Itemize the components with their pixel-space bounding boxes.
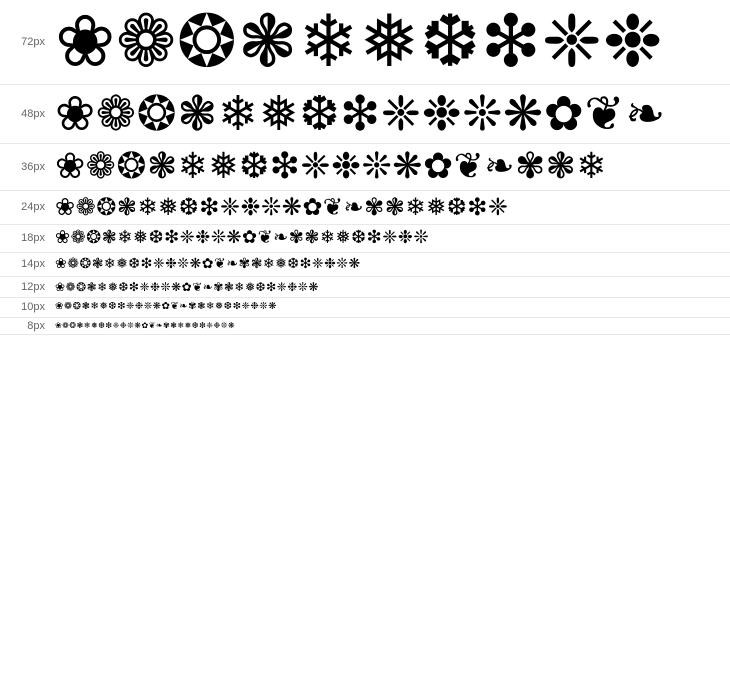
page-blank-area [0, 335, 730, 595]
sample-cell-12 [55, 276, 730, 298]
table-row [0, 298, 730, 318]
sample-cell-72 [55, 0, 730, 84]
sample-cell-10 [55, 298, 730, 318]
size-label-36: 36px [21, 160, 45, 173]
table-row [0, 252, 730, 276]
sample-text-48: ❀❁❂❃❄❅❆❇❈❉❊❋✿❦❧ [55, 88, 666, 139]
sample-cell-24 [55, 190, 730, 224]
table-row [0, 84, 730, 143]
sample-cell-48 [55, 84, 730, 143]
table-row [0, 143, 730, 190]
sample-text-24: ❀❁❂❃❄❅❆❇❈❉❊❋✿❦❧✾❃❄❅❆❇❈ [55, 194, 509, 220]
sample-text-8: ❀❁❂❃❄❅❆❇❈❉❊❋✿❦❧✾❃❄❅❆❇❈❉❊❋ [55, 321, 236, 330]
sample-text-36: ❀❁❂❃❄❅❆❇❈❉❊❋✿❦❧✾❃❄ [55, 147, 607, 186]
sample-cell-14 [55, 252, 730, 276]
sample-cell-36 [55, 143, 730, 190]
sample-cell-18 [55, 224, 730, 252]
sample-text-72: ❀❁❂❃❄❅❆❇❈❉ [55, 4, 664, 80]
sample-text-14: ❀❁❂❃❄❅❆❇❈❉❊❋✿❦❧✾❃❄❅❆❇❈❉❊❋ [55, 256, 361, 272]
sample-cell-8 [55, 317, 730, 334]
size-label-10: 10px [21, 301, 45, 314]
table-row [0, 317, 730, 334]
size-label-12: 12px [21, 280, 45, 293]
size-label-24: 24px [21, 201, 45, 214]
table-row [0, 224, 730, 252]
sample-text-12: ❀❁❂❃❄❅❆❇❈❉❊❋✿❦❧✾❃❄❅❆❇❈❉❊❋ [55, 280, 319, 294]
size-label-14: 14px [21, 258, 45, 271]
table-row [0, 276, 730, 298]
sample-text-10: ❀❁❂❃❄❅❆❇❈❉❊❋✿❦❧✾❃❄❅❆❇❈❉❊❋ [55, 302, 277, 313]
table-row [0, 190, 730, 224]
size-label-48: 48px [21, 107, 45, 120]
sample-text-18: ❀❁❂❃❄❅❆❇❈❉❊❋✿❦❧✾❃❄❅❆❇❈❉❊ [55, 228, 429, 248]
font-size-preview-table [0, 0, 730, 335]
size-label-8: 8px [27, 319, 45, 332]
font-size-preview-body [0, 0, 730, 335]
size-label-18: 18px [21, 232, 45, 245]
table-row [0, 0, 730, 84]
size-label-72: 72px [21, 35, 45, 48]
